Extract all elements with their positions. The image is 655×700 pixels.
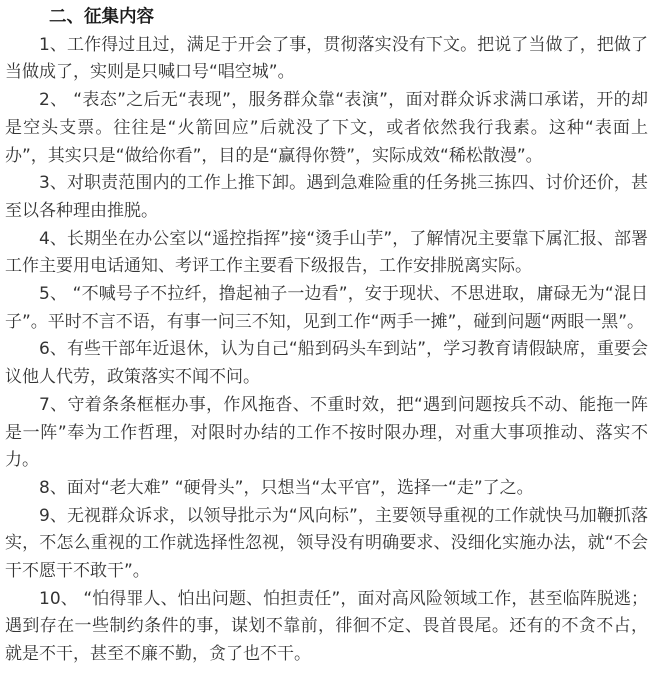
paragraph-4: 4、长期坐在办公室以“遥控指挥”接“烫手山芋”，了解情况主要靠下属汇报、部署工作主要用电话通知、考评工作主要看下级报告，工作安排脱离实际。 [5, 228, 648, 277]
paragraph-7: 7、守着条条框框办事，作风拖沓、不重时效，把“遇到问题按兵不动、能拖一阵是一阵”奉为工作哲理，对限时办结的工作不按时限办理，对重大事项推动、落实不力。 [5, 394, 648, 471]
paragraph-3: 3、对职责范围内的工作上推下卸。遇到急难险重的任务挑三拣四、讨价还价，甚至以各种理由推脱。 [5, 173, 648, 221]
paragraph-9: 9、无视群众诉求，以领导批示为“风向标”，主要领导重视的工作就快马加鞭抓落实，不怎么重视的工作就选择性忽视，领导没有明确要求、没细化实施办法，就“不会干不愿干不敢干”。 [5, 505, 648, 582]
paragraph-1: 1、工作得过且过，满足于开会了事，贯彻落实没有下文。把说了当做了，把做了当做成了，实则是只喊口号“唱空城”。 [5, 34, 648, 83]
paragraph-10: 10、 “怕得罪人、怕出问题、怕担责任”，面对高风险领域工作，甚至临阵脱逃；遇到存在一些制约条件的事，谋划不靠前，徘徊不定、畏首畏尾。还有的不贪不占，就是不干，甚至不廉不勤，贪了也不干。 [5, 588, 648, 665]
paragraph-6: 6、有些干部年近退休，认为自己“船到码头车到站”，学习教育请假缺席，重要会议他人代劳，政策落实不闻不问。 [5, 339, 648, 388]
paragraph-8: 8、面对“老大难” “硬骨头”，只想当“太平官”，选择一“走”了之。 [39, 477, 534, 498]
section-heading: 二、征集内容 [49, 7, 154, 27]
paragraph-2: 2、 “表态”之后无“表现”，服务群众靠“表演”，面对群众诉求满口承诺，开的却是空头支票。往往是“火箭回应”后就没了下文，或者依然我行我素。这种“表面上办”，其实只是“做给你看”，目的是“赢得你赞”，实际成效“稀松散漫”。 [5, 90, 648, 166]
paragraph-5: 5、 “不喊号子不拉纤，撸起袖子一边看”，安于现状、不思进取，庸碌无为“混日子”。平时不言不语，有事一问三不知，见到工作“两手一摊”，碰到问题“两眼一黑”。 [5, 284, 648, 332]
